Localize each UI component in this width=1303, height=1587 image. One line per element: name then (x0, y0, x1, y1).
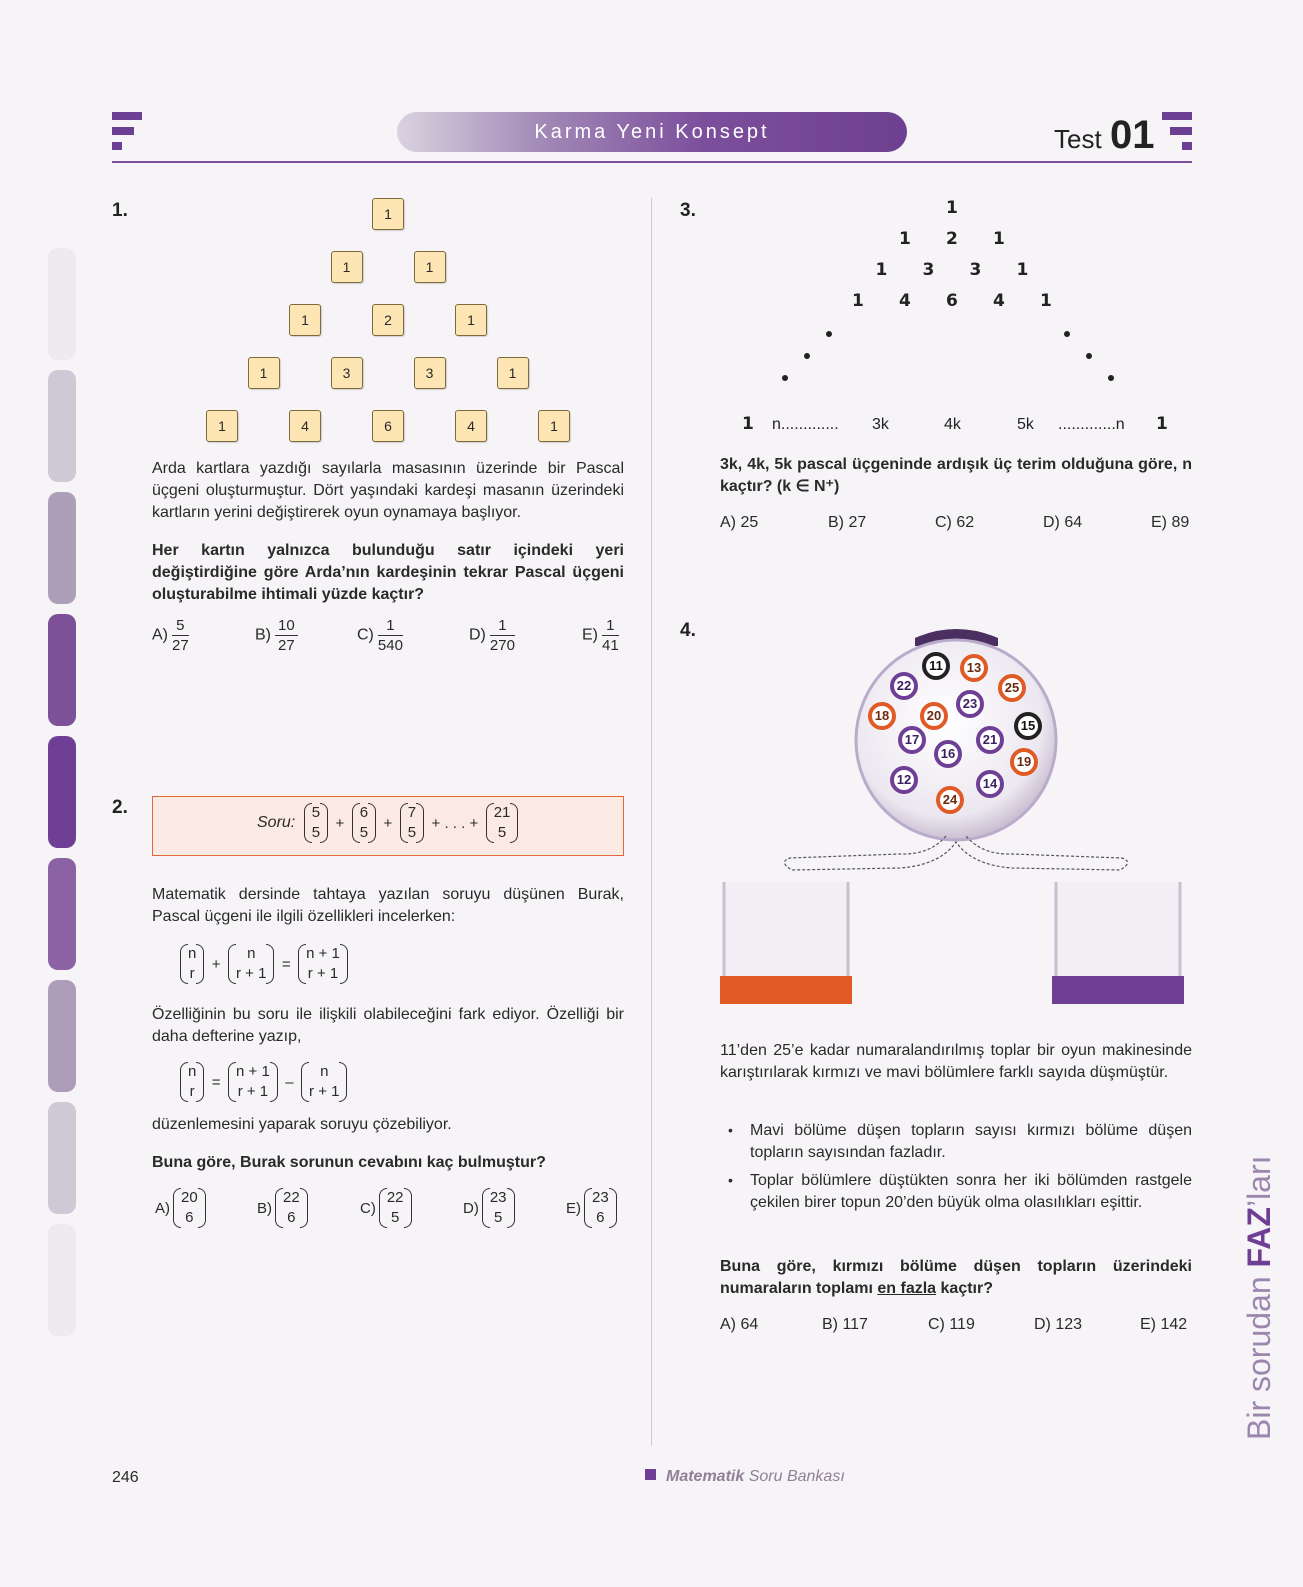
q4-option-c[interactable]: C) 119 (928, 1316, 975, 1333)
pascal-identity: n r + n r + 1 = n + 1 r + 1 (180, 944, 348, 984)
side-tab[interactable] (48, 1224, 76, 1336)
lottery-ball: 12 (890, 766, 918, 794)
q2-question: Buna göre, Burak sorunun cevabını kaç bulmuştur? (152, 1154, 546, 1171)
side-tab[interactable] (48, 1102, 76, 1214)
row-right-dots: .............n (1058, 416, 1125, 433)
emphasis-underline: en fazla (877, 1280, 937, 1297)
row-term-3k: 3k (872, 416, 889, 433)
q3-question: 3k, 4k, 5k pascal üçgeninde ardışık üç terim olduğuna göre, n kaçtır? (k ∈ N⁺) (720, 456, 1192, 495)
footer-square-icon (645, 1469, 656, 1480)
lottery-ball: 11 (922, 652, 950, 680)
header-divider (112, 161, 1192, 163)
pascal-card[interactable]: 1 (497, 357, 529, 389)
ellipsis-dot (826, 331, 832, 337)
pascal-card[interactable]: 1 (414, 251, 446, 283)
q1-question: Her kartın yalnızca bulunduğu satır içindeki yeri değiştirdiğine göre Arda’nın kardeşinin tekrar Pascal üçgeni oluşturabilme ihtimali yüzde kaçtır? (152, 542, 624, 603)
q2-text-1: Matematik dersinde tahtaya yazılan soruyu düşünen Burak, Pascal üçgeni ile ilgili özellikleri incelerken: (152, 886, 624, 925)
bullet-mark: • (728, 1122, 733, 1138)
pascal-card[interactable]: 1 (372, 198, 404, 230)
lottery-ball: 23 (956, 690, 984, 718)
ellipsis-dot (1108, 375, 1114, 381)
pascal-card[interactable]: 1 (206, 410, 238, 442)
q3-option-a[interactable]: A) 25 (720, 514, 759, 531)
plus-sign: + (335, 814, 345, 832)
pascal-value: 1 (993, 229, 1005, 249)
q1-option-e[interactable]: E) $\frac{1}{41}$ (582, 617, 619, 654)
pascal-card[interactable]: 3 (331, 357, 363, 389)
side-tab[interactable] (48, 492, 76, 604)
side-tab[interactable] (48, 370, 76, 482)
binomial: 6 5 (352, 803, 376, 843)
binomial: 21 5 (486, 803, 519, 843)
side-slogan: Bir sorudan FAZ’ları (1241, 1155, 1277, 1440)
ball-chutes (784, 836, 1127, 870)
q2-text-3: düzenlemesini yaparak soruyu çözebiliyor. (152, 1116, 452, 1133)
pascal-value: 4 (899, 291, 911, 311)
q4-text: 11’den 25’e kadar numaralandırılmış toplar bir oyun makinesinde karıştırılarak kırmızı ve mavi bölümlere farklı sayıda düşmüştür. (720, 1042, 1192, 1081)
lottery-ball: 20 (920, 702, 948, 730)
brand-logo-left (112, 112, 142, 152)
row-first-value: 1 (742, 414, 754, 434)
lottery-ball: 13 (960, 654, 988, 682)
row-term-5k: 5k (1017, 416, 1034, 433)
bullet-mark: • (728, 1172, 733, 1188)
ellipsis-dot (804, 353, 810, 359)
lottery-ball: 19 (1010, 748, 1038, 776)
question-number: 4. (680, 620, 696, 641)
pascal-value: 6 (946, 291, 958, 311)
pascal-value: 1 (946, 198, 958, 218)
q3-option-c[interactable]: C) 62 (935, 514, 975, 531)
blue-container-base (1052, 976, 1184, 1004)
side-tab[interactable] (48, 614, 76, 726)
pascal-value: 1 (875, 260, 888, 280)
ellipsis: + . . . + (431, 814, 479, 832)
pascal-value: 3 (969, 260, 982, 280)
q3-option-b[interactable]: B) 27 (828, 514, 867, 531)
red-container-base (720, 976, 852, 1004)
pascal-value: 1 (899, 229, 911, 249)
footer-book-title: Matematik Soru Bankası (645, 1468, 845, 1486)
question-number: 3. (680, 200, 696, 221)
lottery-ball: 18 (868, 702, 896, 730)
pascal-card[interactable]: 4 (455, 410, 487, 442)
row-term-4k: 4k (944, 416, 961, 433)
column-divider (651, 198, 652, 1446)
pascal-card[interactable]: 1 (248, 357, 280, 389)
test-label: Test (1054, 124, 1102, 154)
side-tab[interactable] (48, 248, 76, 360)
blue-container-glass (1056, 882, 1180, 978)
q4-question: Buna göre, kırmızı bölüme düşen topların üzerindeki numaraların toplamı en fazla kaçtır? (720, 1258, 1192, 1297)
pascal-card[interactable]: 1 (289, 304, 321, 336)
lottery-ball: 21 (976, 726, 1004, 754)
q4-option-d[interactable]: D) 123 (1034, 1316, 1083, 1333)
plus-sign: + (383, 814, 393, 832)
ellipsis-dot (782, 375, 788, 381)
q1-option-b[interactable]: B) $\frac{10}{27}$ (255, 616, 298, 655)
side-tab[interactable] (48, 858, 76, 970)
q4-bullet-2: Toplar bölümlere düştükten sonra her iki bölümden rastgele çekilen birer topun 20’den büyük olma olasılıkları eşittir. (750, 1172, 1192, 1211)
side-tab[interactable] (48, 736, 76, 848)
lottery-ball: 25 (998, 674, 1026, 702)
rearranged-identity: n r = n + 1 r + 1 – n r + 1 (180, 1062, 347, 1102)
pascal-card[interactable]: 2 (372, 304, 404, 336)
lottery-ball: 24 (936, 786, 964, 814)
pascal-value: 1 (1016, 260, 1029, 280)
lottery-ball: 17 (898, 726, 926, 754)
row-left-dots: n............. (772, 416, 839, 433)
brand-logo-right (1162, 112, 1192, 152)
binomial: 5 5 (304, 803, 328, 843)
q2-option-b[interactable]: B) 22 6 (254, 1188, 308, 1228)
pascal-card[interactable]: 4 (289, 410, 321, 442)
ellipsis-dot (1086, 353, 1092, 359)
pascal-value: 1 (852, 291, 864, 311)
test-number: 01 (1110, 113, 1155, 157)
q1-option-a[interactable]: A) $\frac{5}{27}$ (152, 617, 189, 654)
pascal-card[interactable]: 3 (414, 357, 446, 389)
q1-option-c[interactable]: C) $\frac{1}{540}$ (357, 617, 403, 654)
question-number: 2. (112, 797, 128, 818)
soru-box (152, 796, 624, 856)
q2-text-2: Özelliğinin bu soru ile ilişkili olabileceğini fark ediyor. Özelliği bir daha defterine yazıp, (152, 1006, 624, 1045)
q4-option-e[interactable]: E) 142 (1140, 1316, 1188, 1333)
binomial: 7 5 (400, 803, 424, 843)
pascal-value: 4 (993, 291, 1005, 311)
lottery-machine-illustration (720, 610, 1190, 1020)
q2-option-c[interactable]: C) 22 5 (357, 1188, 412, 1228)
q3-option-d[interactable]: D) 64 (1043, 514, 1083, 531)
q4-option-a[interactable]: A) 64 (720, 1316, 759, 1333)
pascal-card[interactable]: 1 (455, 304, 487, 336)
soru-label: Soru: (257, 814, 296, 831)
pascal-value: 3 (922, 260, 935, 280)
pascal-value: 1 (1040, 291, 1052, 311)
lottery-ball: 22 (890, 672, 918, 700)
ellipsis-dot (1064, 331, 1070, 337)
lottery-ball: 16 (934, 740, 962, 768)
q4-option-b[interactable]: B) 117 (822, 1316, 868, 1333)
question-number: 1. (112, 200, 128, 221)
lottery-ball: 14 (976, 770, 1004, 798)
side-tab[interactable] (48, 980, 76, 1092)
section-title: Karma Yeni Konsept (397, 112, 907, 152)
q1-text: Arda kartlara yazdığı sayılarla masasının üzerinde bir Pascal üçgeni oluşturmuştur. Dört yaşındaki kardeşi masanın üzerindeki kartların yerini değiştirerek oyun oynamaya başlıyor. (152, 460, 624, 521)
q1-option-d[interactable]: D) $\frac{1}{270}$ (469, 617, 515, 654)
lottery-ball: 15 (1014, 712, 1042, 740)
q3-option-e[interactable]: E) 89 (1151, 514, 1190, 531)
q2-option-a[interactable]: A) 20 6 (152, 1188, 206, 1228)
pascal-card[interactable]: 6 (372, 410, 404, 442)
q2-option-e[interactable]: E) 23 6 (563, 1188, 617, 1228)
q2-option-d[interactable]: D) 23 5 (460, 1188, 515, 1228)
page-number: 246 (112, 1469, 139, 1486)
q4-bullet-1: Mavi bölüme düşen topların sayısı kırmızı bölüme düşen topların sayısından fazladır. (750, 1122, 1192, 1161)
row-last-value: 1 (1156, 414, 1168, 434)
pascal-value: 2 (946, 229, 958, 249)
pascal-card[interactable]: 1 (538, 410, 570, 442)
pascal-card[interactable]: 1 (331, 251, 363, 283)
red-container-glass (724, 882, 848, 978)
